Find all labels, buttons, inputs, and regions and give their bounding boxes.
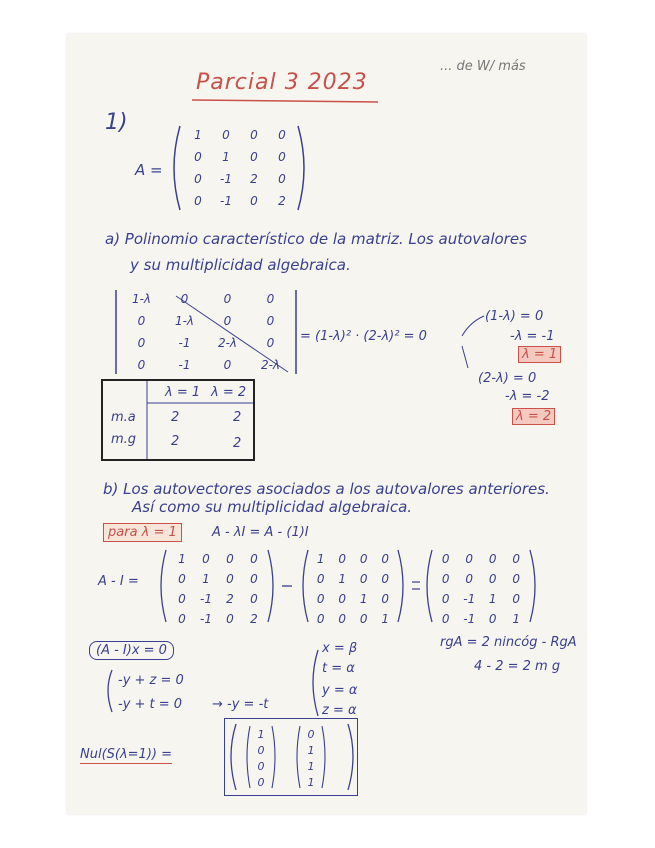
param-t: t = α bbox=[322, 661, 355, 676]
matrix-m2-cell: 0 bbox=[359, 552, 368, 566]
matrix-m1-cell: 1 bbox=[202, 572, 210, 586]
matrix-m1-cell: 0 bbox=[178, 572, 186, 586]
determinant-cell: 0 bbox=[266, 314, 275, 328]
matrix-m2-cell: 1 bbox=[338, 572, 347, 586]
matrix-m3-cell: 0 bbox=[512, 552, 521, 566]
matrix-a-cell: 0 bbox=[250, 128, 258, 142]
basis-vector-1-entry: 0 bbox=[257, 760, 265, 773]
determinant-cell: 0 bbox=[137, 358, 146, 372]
matrix-a-cell: 1 bbox=[222, 150, 230, 164]
matrix-m1-cell: 0 bbox=[178, 592, 186, 606]
matrix-a-cell: 1 bbox=[194, 128, 202, 142]
determinant-cell: 0 bbox=[266, 336, 275, 350]
corner-note: ... de W/ más bbox=[440, 59, 526, 74]
matrix-m2-cell: 0 bbox=[338, 612, 347, 626]
matrix-m1-cell: 0 bbox=[226, 552, 234, 566]
basis-vector-1-entry: 0 bbox=[257, 776, 265, 789]
matrix-m3-cell: 0 bbox=[441, 552, 450, 566]
matrix-m2-cell: 0 bbox=[316, 612, 325, 626]
matrix-m2-cell: 1 bbox=[359, 592, 368, 606]
table-row-ma-label: m.a bbox=[111, 410, 136, 425]
determinant-cell: 1-λ bbox=[131, 292, 152, 306]
matrix-m1-cell: -1 bbox=[200, 612, 212, 626]
table-row-mg-v1: 2 bbox=[171, 434, 180, 449]
matrix-m1-cell: 0 bbox=[250, 552, 258, 566]
matrix-m3-cell: 0 bbox=[512, 572, 521, 586]
basis-vector-2-entry: 0 bbox=[307, 728, 315, 741]
matrix-a-cell: 0 bbox=[278, 128, 286, 142]
determinant-cell: 2-λ bbox=[260, 358, 281, 372]
characteristic-polynomial: = (1-λ)² · (2-λ)² = 0 bbox=[300, 329, 427, 344]
branch1-step: -λ = -1 bbox=[510, 329, 555, 344]
matrix-m1-cell: 2 bbox=[226, 592, 234, 606]
matrix-m2-cell: 0 bbox=[316, 572, 325, 586]
matrix-a-cell: 0 bbox=[194, 150, 202, 164]
matrix-m1-cell: 0 bbox=[250, 572, 258, 586]
part-a-line1: a) Polinomio característico de la matriz. Los autovalores bbox=[105, 230, 527, 248]
system-result: → -y = -t bbox=[212, 697, 269, 712]
matrix-m3-cell: 0 bbox=[512, 592, 521, 606]
determinant-cell: 2-λ bbox=[217, 336, 238, 350]
matrix-m3-cell: -1 bbox=[463, 612, 476, 626]
table-row-ma-v2: 2 bbox=[233, 410, 242, 425]
matrix-m3-cell: 0 bbox=[488, 612, 497, 626]
matrix-m2-cell: 0 bbox=[381, 592, 390, 606]
determinant-cell: 0 bbox=[266, 292, 275, 306]
matrix-a-cell: 0 bbox=[250, 194, 258, 208]
determinant-cell: 0 bbox=[137, 336, 146, 350]
determinant-cell: 0 bbox=[223, 358, 232, 372]
matrix-m3-cell: 0 bbox=[441, 592, 450, 606]
eigenvalue-1-box: λ = 1 bbox=[518, 346, 561, 363]
matrix-a-cell: -1 bbox=[220, 172, 232, 186]
determinant-cell: 0 bbox=[223, 292, 232, 306]
matrix-m2-cell: 0 bbox=[381, 552, 390, 566]
matrix-m3-cell: 0 bbox=[441, 572, 450, 586]
table-header-l1: λ = 1 bbox=[165, 385, 201, 400]
null-space-label: Nul(S(λ=1)) = bbox=[80, 747, 172, 762]
matrix-m1-cell: 0 bbox=[226, 572, 234, 586]
matrix-m2-cell: 0 bbox=[316, 592, 325, 606]
matrix-a-cell: 0 bbox=[194, 172, 202, 186]
rank-line: rgA = 2 nincóg - RgA bbox=[440, 635, 577, 650]
branch1-eq: (1-λ) = 0 bbox=[485, 309, 544, 324]
determinant-cell: 0 bbox=[137, 314, 146, 328]
matrix-m1-cell: 0 bbox=[226, 612, 234, 626]
table-row-ma-v1: 2 bbox=[171, 410, 180, 425]
page-title: Parcial 3 2023 bbox=[196, 70, 368, 95]
matrix-m2-cell: 0 bbox=[381, 572, 390, 586]
matrix-m1-cell: -1 bbox=[200, 592, 212, 606]
matrix-m3-cell: 0 bbox=[465, 572, 474, 586]
matrix-m2-cell: 0 bbox=[359, 572, 368, 586]
case-lambda1-box: para λ = 1 bbox=[103, 523, 182, 542]
determinant-cell: -1 bbox=[178, 336, 191, 350]
matrix-a-cell: 0 bbox=[278, 172, 286, 186]
basis-vector-1-entry: 1 bbox=[257, 728, 265, 741]
system-label: (A - I)x = 0 bbox=[89, 641, 174, 660]
param-x: x = β bbox=[322, 641, 358, 656]
basis-vector-2-entry: 1 bbox=[307, 776, 315, 789]
table-row-mg-v2: 2 bbox=[233, 436, 242, 451]
matrix-m1-cell: 0 bbox=[202, 552, 210, 566]
matrix-a-cell: 0 bbox=[278, 150, 286, 164]
matrix-m2-cell: 0 bbox=[338, 552, 347, 566]
basis-vector-2-entry: 1 bbox=[307, 760, 315, 773]
matrix-m3-cell: 1 bbox=[512, 612, 521, 626]
matrix-m1-cell: 0 bbox=[178, 612, 186, 626]
matrix-a-cell: 2 bbox=[278, 194, 286, 208]
problem-number: 1) bbox=[105, 110, 128, 135]
case-equation: A - λI = A - (1)I bbox=[212, 525, 309, 540]
determinant-cell: 0 bbox=[223, 314, 232, 328]
matrix-m2-cell: 0 bbox=[338, 592, 347, 606]
param-y: y = α bbox=[322, 683, 358, 698]
basis-vector-1-entry: 0 bbox=[257, 744, 265, 757]
table-header-l2: λ = 2 bbox=[211, 385, 247, 400]
system-eq2: -y + t = 0 bbox=[118, 697, 183, 712]
determinant-cell: -1 bbox=[178, 358, 191, 372]
matrix-a-cell: 0 bbox=[250, 150, 258, 164]
branch2-step: -λ = -2 bbox=[505, 389, 550, 404]
matrix-m3-cell: 0 bbox=[488, 552, 497, 566]
matrix-m2-cell: 1 bbox=[381, 612, 390, 626]
matrix-m3-cell: 1 bbox=[488, 592, 497, 606]
mg-line: 4 - 2 = 2 m g bbox=[474, 659, 561, 674]
determinant-cell: 1-λ bbox=[174, 314, 195, 328]
basis-vector-2-entry: 1 bbox=[307, 744, 315, 757]
branch2-eq: (2-λ) = 0 bbox=[478, 371, 537, 386]
basis-vector-2 bbox=[302, 728, 320, 789]
matrix-m3-cell: 0 bbox=[465, 552, 474, 566]
part-b-line1: b) Los autovectores asociados a los autovalores anteriores. bbox=[103, 480, 550, 498]
matrix-m2-cell: 0 bbox=[359, 612, 368, 626]
matrix-a-label: A = bbox=[135, 161, 163, 179]
part-b-line2: Así como su multiplicidad algebraica. bbox=[132, 498, 413, 516]
matrix-a-cell: 0 bbox=[194, 194, 202, 208]
matrix-m3-cell: 0 bbox=[488, 572, 497, 586]
matrix-m3-cell: -1 bbox=[463, 592, 476, 606]
table-row-mg-label: m.g bbox=[111, 432, 137, 447]
matrix-a-cell: -1 bbox=[220, 194, 232, 208]
matrix-a-cell: 0 bbox=[222, 128, 230, 142]
matrix-m3-cell: 0 bbox=[441, 612, 450, 626]
matrix-m1-cell: 0 bbox=[250, 592, 258, 606]
matrix-m2-cell: 1 bbox=[316, 552, 325, 566]
param-z: z = α bbox=[322, 703, 357, 718]
matrix-a-cell: 2 bbox=[250, 172, 258, 186]
system-eq1: -y + z = 0 bbox=[118, 673, 184, 688]
matrix-m1-cell: 2 bbox=[250, 612, 258, 626]
a-minus-i-label: A - I = bbox=[98, 574, 139, 589]
matrix-m1-cell: 1 bbox=[178, 552, 186, 566]
part-a-line2: y su multiplicidad algebraica. bbox=[130, 256, 351, 274]
basis-vector-1 bbox=[252, 728, 270, 789]
determinant-cell: 0 bbox=[180, 292, 189, 306]
eigenvalue-2-box: λ = 2 bbox=[512, 408, 555, 425]
